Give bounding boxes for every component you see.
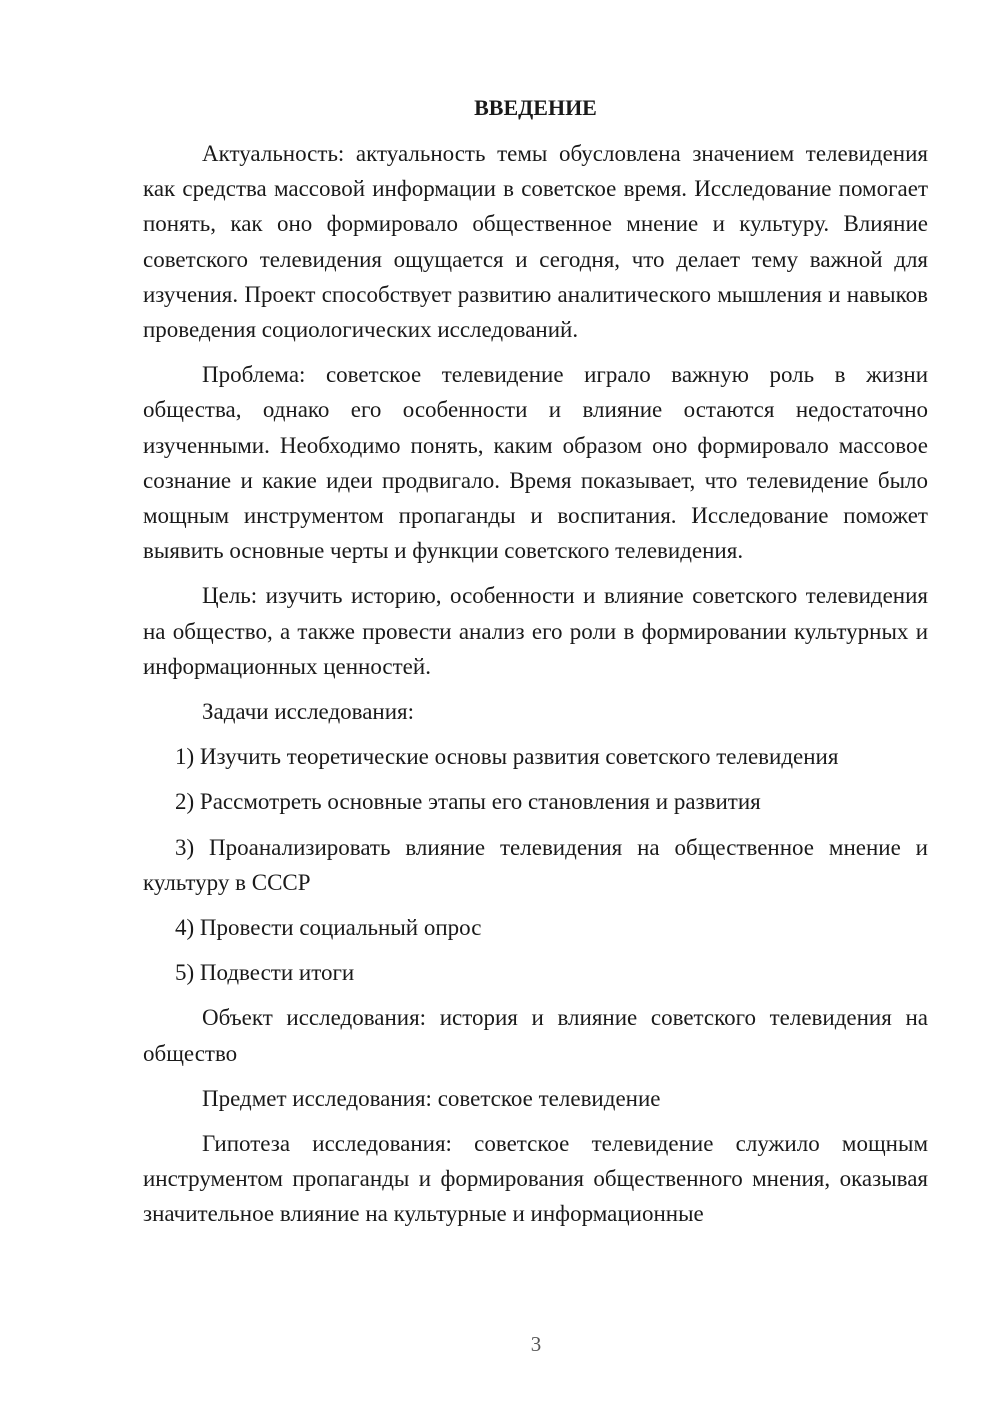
task-item: 2) Рассмотреть основные этапы его становления и развития bbox=[175, 789, 761, 815]
task-item: 3) Проанализировать влияние телевидения на общественное мнение и культуру в СССР bbox=[143, 834, 928, 895]
hypothesis-paragraph: Гипотеза исследования: советское телевидение служило мощным инструментом пропаганды и формирования общественного мнения, оказывая значительное влияние на культурные и информационные bbox=[143, 1131, 928, 1227]
subject-paragraph: Предмет исследования: советское телевидение bbox=[202, 1085, 661, 1111]
goal-paragraph: Цель: изучить историю, особенности и влияние советского телевидения на общество, а также провести анализ его роли в формировании культурных и информационных ценностей. bbox=[143, 583, 928, 679]
task-item: 4) Провести социальный опрос bbox=[175, 915, 482, 941]
task-item: 1) Изучить теоретические основы развития советского телевидения bbox=[175, 744, 839, 770]
tasks-heading: Задачи исследования: bbox=[202, 699, 415, 725]
section-title: ВВЕДЕНИЕ bbox=[474, 95, 597, 120]
relevance-paragraph: Актуальность: актуальность темы обусловлена значением телевидения как средства массовой информации в советское время. Исследование помогает понять, как оно формировало общественное мнение и культуру. Влияние советского телевидения ощущается и сегодня, что делает тему важной для изучения. Проект способствует развитию аналитического мышления и навыков проведения социологических исследований. bbox=[143, 141, 928, 343]
problem-paragraph: Проблема: советское телевидение играло важную роль в жизни общества, однако его особенности и влияние остаются недостаточно изученными. Необходимо понять, каким образом оно формировало массовое сознание и какие идеи продвигало. Время показывает, что телевидение было мощным инструментом пропаганды и воспитания. Исследование поможет выявить основные черты и функции советского телевидения. bbox=[143, 362, 928, 564]
task-item: 5) Подвести итоги bbox=[175, 960, 355, 986]
page-number: 3 bbox=[530, 1332, 542, 1356]
object-paragraph: Объект исследования: история и влияние советского телевидения на общество bbox=[143, 1005, 928, 1066]
document-body bbox=[143, 92, 928, 1242]
